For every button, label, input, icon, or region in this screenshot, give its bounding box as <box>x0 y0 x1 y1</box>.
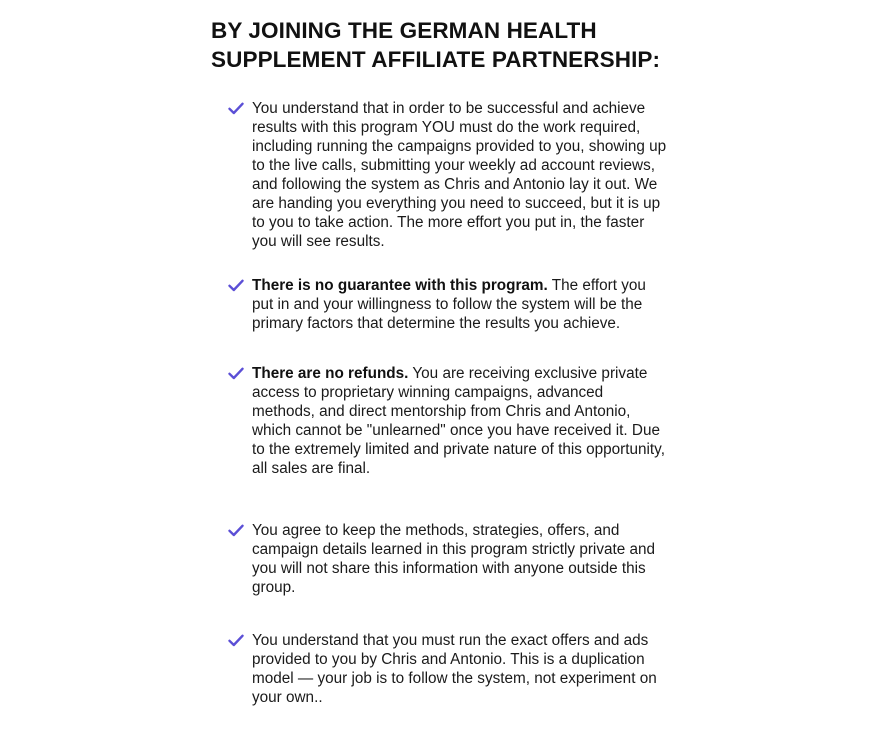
list-item-body: You understand that you must run the exact offers and ads provided to you by Chris and Antonio. This is a duplication model — your job is to follow the system, not experiment on your own.. <box>252 632 657 706</box>
list-item <box>228 521 668 597</box>
list-item-lead: There is no guarantee with this program. <box>252 277 548 294</box>
list-item-lead: There are no refunds. <box>252 365 409 382</box>
list-item <box>228 631 668 707</box>
page-title-line-1: BY JOINING THE GERMAN HEALTH <box>211 18 597 43</box>
list-item-body: You are receiving exclusive private access to proprietary winning campaigns, advanced methods, and direct mentorship from Chris and Antonio, which cannot be "unlearned" once you have received it. Due to the extremely limited and private nature of this opportunity, all sales are final. <box>252 365 665 477</box>
check-icon <box>228 276 252 295</box>
list-item-text <box>252 364 668 478</box>
check-icon <box>228 99 252 118</box>
page-title <box>211 16 691 74</box>
list-item-text <box>252 521 668 597</box>
check-icon <box>228 364 252 383</box>
check-icon <box>228 631 252 650</box>
list-item-body: You understand that in order to be successful and achieve results with this program YOU must do the work required, including running the campaigns provided to you, showing up to the live calls, submitting your weekly ad account reviews, and following the system as Chris and Antonio lay it out. We are handing you everything you need to succeed, but it is up to you to take action. The more effort you put in, the faster you will see results. <box>252 100 667 250</box>
terms-section <box>211 16 691 74</box>
list-item-text <box>252 276 668 333</box>
check-icon <box>228 521 252 540</box>
list-item-body: You agree to keep the methods, strategies, offers, and campaign details learned in this program strictly private and you will not share this information with anyone outside this group. <box>252 522 656 596</box>
list-item <box>228 276 668 333</box>
list-item <box>228 364 668 478</box>
list-item-text <box>252 631 668 707</box>
list-item-text <box>252 99 668 251</box>
list-item <box>228 99 668 251</box>
page-title-line-2: SUPPLEMENT AFFILIATE PARTNERSHIP: <box>211 47 661 72</box>
list-item-body: The effort you put in and your willingness to follow the system will be the primary factors that determine the results you achieve. <box>252 277 646 332</box>
